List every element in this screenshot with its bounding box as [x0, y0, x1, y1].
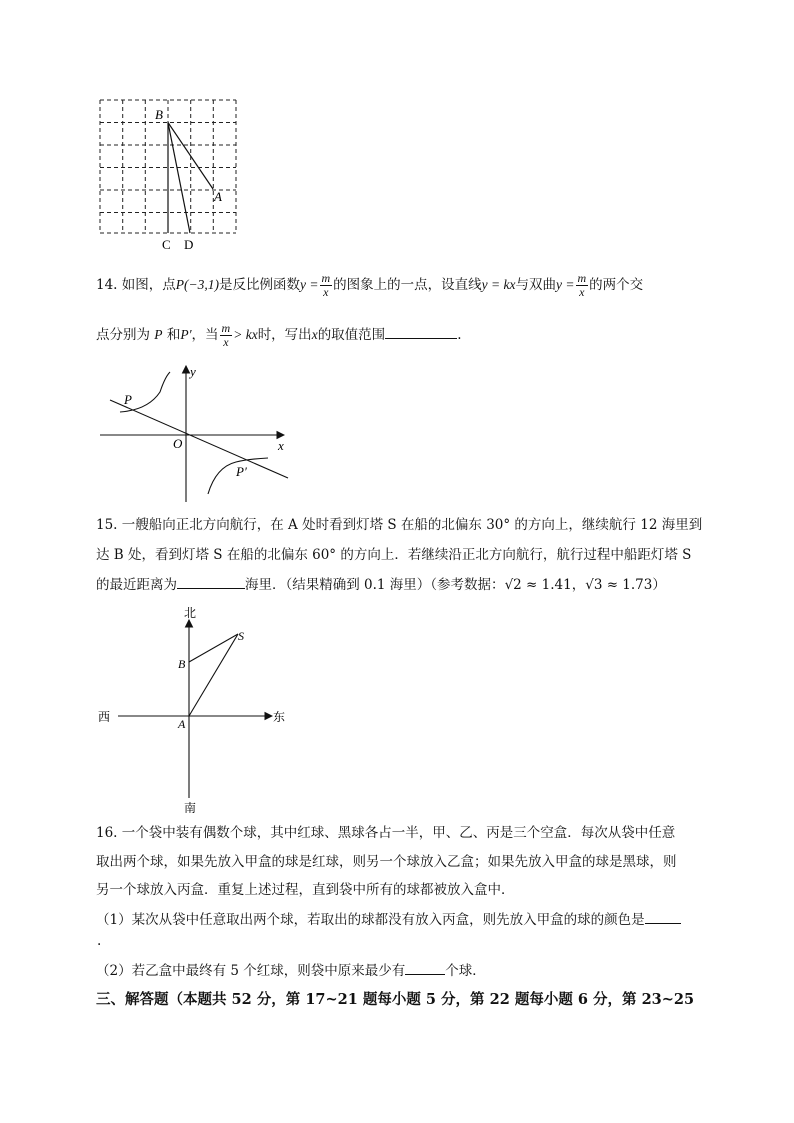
line-y-kx — [110, 400, 288, 478]
label-P: P — [124, 392, 132, 407]
q16-line3: 另一个球放入丙盒．重复上述过程，直到袋中所有的球都被放入盒中． — [96, 882, 515, 898]
label-C: C — [162, 237, 171, 252]
hyperbola-figure — [98, 362, 298, 504]
label-D: D — [184, 237, 194, 252]
label-x: x — [278, 438, 284, 453]
q15-line2: 达 B 处，看到灯塔 S 在船的北偏东 60° 的方向上．若继续沿正北方向航行，航行过程中船距灯塔 S — [96, 547, 692, 563]
q14-yeq: y = — [300, 277, 319, 292]
label-A: A — [178, 717, 186, 731]
q15-text: 的最近距离为 — [96, 577, 177, 593]
q14-text: 的两个交 — [589, 277, 644, 293]
q16-part1-blank[interactable] — [645, 909, 681, 924]
q16-line2: 取出两个球，如果先放入甲盒的球是红球，则另一个球放入乙盒；如果先放入甲盒的球是黑球，则 — [96, 854, 677, 870]
q16-text: 个球． — [445, 963, 486, 979]
q14-line-eq: y = kx — [481, 277, 516, 292]
q15-ref-sqrt2: √2 ≈ 1.41 — [504, 577, 572, 593]
q15-answer-blank[interactable] — [177, 574, 245, 589]
q15-line3 — [96, 574, 666, 594]
label-B: B — [178, 657, 186, 671]
label-north: 北 — [184, 606, 197, 620]
q14-P: P — [154, 327, 163, 342]
q14-inequality: > kx — [233, 327, 258, 342]
q16-part2 — [96, 960, 486, 980]
q14-number: 14. — [96, 277, 118, 293]
q14-fraction: $\frac{m}{x}$ — [577, 271, 587, 299]
q16-text: （2）若乙盒中最终有 5 个红球，则袋中原来最少有 — [96, 963, 406, 979]
q14-yeq: y = — [556, 277, 575, 292]
q14-text: 点分别为 — [96, 327, 150, 343]
q14-text: ，当 — [191, 327, 219, 343]
q16-part1-end: . — [97, 933, 102, 949]
label-south: 南 — [184, 801, 197, 815]
label-S: S — [238, 629, 244, 643]
q15-text: ） — [652, 577, 666, 593]
segment-BS — [189, 634, 238, 662]
q16-part2-blank[interactable] — [405, 960, 445, 975]
q14-text: 是反比例函数 — [219, 277, 301, 293]
q14-text: 如图，点 — [121, 277, 176, 293]
grid-figure — [95, 95, 245, 255]
section-heading: 三、解答题（本题共 52 分，第 17~21 题每小题 5 分，第 22 题每小题 6 分，第 23~25 — [96, 991, 695, 1008]
q14-line1 — [96, 272, 643, 299]
label-P-prime: P′ — [236, 464, 247, 479]
q15-line1: 15. 一艘船向正北方向航行，在 A 处时看到灯塔 S 在船的北偏东 30° 的方向上，继续航行 12 海里到 — [96, 517, 703, 533]
q14-text: . — [457, 327, 462, 343]
q14-text: 的图象上的一点，设直线 — [333, 277, 482, 293]
q14-fraction: $\frac{m}{x}$ — [321, 271, 331, 299]
label-y: y — [190, 364, 196, 379]
q14-answer-blank[interactable] — [385, 324, 457, 339]
q14-text: 的取值范围 — [317, 327, 386, 343]
q14-text: 和 — [166, 327, 181, 343]
label-B: B — [155, 107, 163, 122]
label-west: 西 — [98, 710, 111, 724]
q15-ref-sqrt3: √3 ≈ 1.73 — [585, 577, 653, 593]
label-O: O — [173, 436, 183, 451]
q14-text: 时，写出 — [257, 327, 312, 343]
q14-text: 与双曲 — [515, 277, 557, 293]
q16-text: （1）某次从袋中任意取出两个球，若取出的球都没有放入丙盒，则先放入甲盒的球的颜色是 — [96, 912, 645, 928]
q14-point: P(−3,1) — [175, 277, 220, 292]
q15-text: 海里．（结果精确到 0.1 海里）（参考数据： — [245, 577, 505, 593]
q16-part1 — [96, 909, 681, 929]
q14-line2 — [96, 322, 461, 349]
q16-line1: 16. 一个袋中装有偶数个球，其中红球、黑球各占一半，甲、乙、丙是三个空盒．每次从袋中任意 — [96, 825, 676, 841]
label-east: 东 — [273, 710, 286, 724]
q14-Pp: P′ — [180, 327, 192, 342]
q15-text: ， — [571, 577, 586, 593]
q14-fraction: $\frac{m}{x}$ — [221, 321, 231, 349]
label-A: A — [214, 189, 222, 204]
compass-figure — [96, 604, 296, 816]
segment-AS — [189, 634, 238, 716]
q14-x: x — [311, 327, 318, 342]
